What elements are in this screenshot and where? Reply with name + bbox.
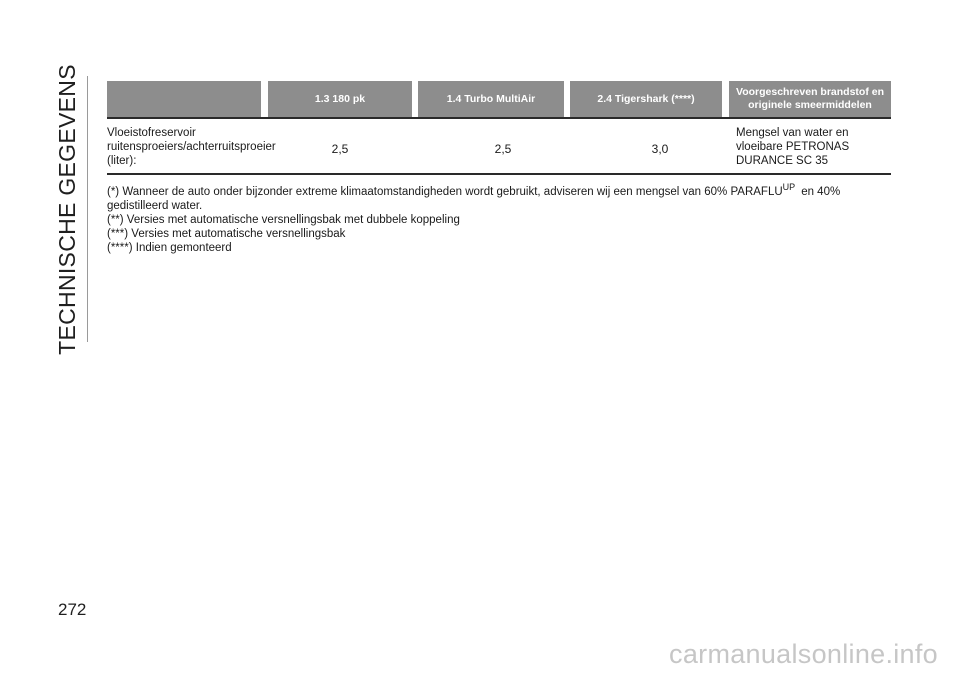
watermark: carmanualsonline.info [669,639,938,669]
footnote-1-text-end: en 40% gedistilleerd water. [107,186,841,212]
table-header [107,81,891,117]
header-cell-fuel-lubricants: Voorgeschreven brandstof en originele smeermiddelen [729,81,891,117]
section-title-text: TECHNISCHE GEGEVENS [53,63,80,355]
footnote-2: (**) Versies met automatische versnellingsbak met dubbele koppeling [107,214,460,226]
row-value-1-4: 2,5 [494,142,512,156]
footnote-1-superscript: UP [782,182,796,193]
page-number: 272 [58,600,87,619]
section-divider [87,76,88,342]
footnotes [107,182,897,255]
row-note-fluid: Mengsel van water en vloeibare PETRONAS DURANCE SC 35 [736,127,850,167]
row-rule [107,173,891,175]
header-cell-2-4-tigershark: 2.4 Tigershark (****) [570,81,722,117]
row-label-washer-reservoir: Vloeistofreservoir ruitensproeiers/achterruitsproeier (liter): [107,127,276,167]
row-value-1-3: 2,5 [331,142,349,156]
header-rule [107,117,891,119]
footnote-1 [107,182,897,213]
header-cell-1-3-180pk: 1.3 180 pk [268,81,412,117]
section-title [48,63,86,355]
footnote-4: (****) Indien gemonteerd [107,242,232,254]
header-cell-empty [107,81,261,117]
footnote-3: (***) Versies met automatische versnellingsbak [107,228,346,240]
header-cell-1-4-turbo-multiair: 1.4 Turbo MultiAir [418,81,564,117]
footnote-1-text: (*) Wanneer de auto onder bijzonder extreme klimaatomstandigheden wordt gebruikt, adviseren wij een mengsel van 60% PARAFLU [107,186,783,198]
row-value-2-4: 3,0 [651,142,669,156]
